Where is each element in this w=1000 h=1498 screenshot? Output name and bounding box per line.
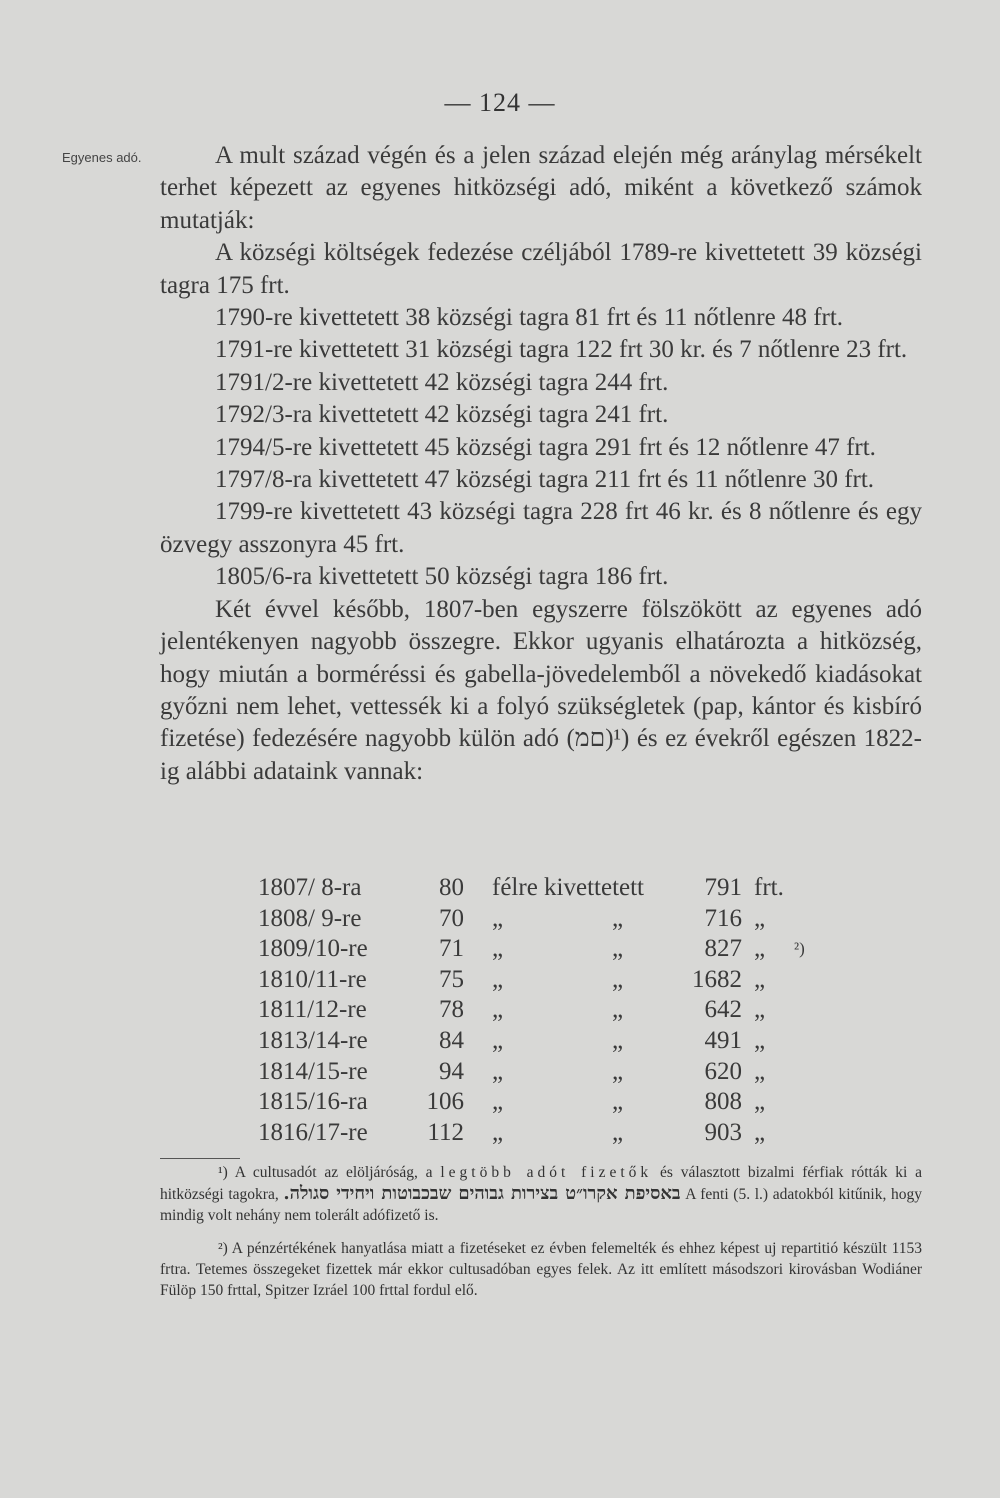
unit-cell: frt. [754, 874, 784, 901]
body-text [160, 140, 922, 788]
amount-cell: 1682 [692, 965, 742, 993]
amount-cell: 491 [704, 1026, 742, 1054]
ditto-cell: félre kivettetett [492, 874, 645, 901]
footnote-2: ²) A pénzértékének hanyatlása miatt a fizetéseket ez évben felemelték és ehhez képest uj repartitió készült 1153 frtra. Tetemes összegeket fizettek már ekkor cultusadóban egyes felek. Az itt említett másodszori kirovásban Wodiáner Fülöp 150 frttal, Spitzer Izráel 100 frttal fordul elő. [160, 1240, 922, 1299]
year-cell: 1813/14-re [258, 1026, 368, 1054]
amount-cell: 642 [704, 996, 742, 1024]
paragraph-1789: A községi költségek fedezése czéljából 1789-re kivettetett 39 községi tagra 175 frt. [160, 239, 922, 299]
unit-cell: „ [754, 1118, 766, 1146]
members-cell: 70 [439, 904, 464, 932]
paragraph-1794-5: 1794/5-re kivettetett 45 községi tagra 291 frt és 12 nőtlenre 47 frt. [215, 433, 876, 461]
footnotes [160, 1162, 922, 1301]
paragraph-1805-6: 1805/6-ra kivettetett 50 községi tagra 186 frt. [215, 563, 669, 591]
table-row [258, 873, 824, 904]
members-cell: 75 [439, 965, 464, 993]
note-cell [794, 995, 824, 1026]
page-number: — 124 — [444, 88, 556, 117]
year-cell: 1815/16-ra [258, 1088, 368, 1116]
margin-note: Egyenes adó. [62, 150, 142, 165]
unit-cell: „ [754, 935, 766, 963]
note-cell [794, 1057, 824, 1088]
unit-cell: „ [754, 904, 766, 932]
table-row [258, 904, 824, 935]
paragraph-1790: 1790-re kivettetett 38 községi tagra 81 frt és 11 nőtlenre 48 frt. [215, 304, 844, 332]
ditto-cell: „ [492, 965, 504, 993]
table-row [258, 965, 824, 996]
note-cell [794, 1026, 824, 1057]
paragraph-1799: 1799-re kivettetett 43 községi tagra 228 frt 46 kr. és 8 nőtlenre és egy özvegy asszonyra 45 frt. [160, 498, 922, 558]
note-cell [794, 904, 824, 935]
table-row [258, 1057, 824, 1088]
year-cell: 1814/15-re [258, 1057, 368, 1085]
ditto-cell: „ [612, 1088, 624, 1116]
ditto-cell: „ [612, 996, 624, 1024]
note-cell [794, 965, 824, 996]
ditto-cell: „ [492, 1057, 504, 1085]
note-cell [794, 1118, 824, 1149]
table-row [258, 995, 824, 1026]
year-cell: 1807/ 8-ra [258, 874, 362, 901]
amount-cell: 827 [704, 935, 742, 963]
members-cell: 106 [426, 1088, 464, 1116]
footnote-1-lead: ¹) A cultusadót az elöljáróság, a [218, 1164, 433, 1181]
unit-cell: „ [754, 1057, 766, 1085]
paragraph-1807: Két évvel később, 1807-ben egyszerre fölszökött az egyenes adó jelentékenyen nagyobb összegre. Ekkor ugyanis elhatározta a hitközség, hogy miután a borméréssi és gabella-jövedelemből a növekedő kiadásokat győzni nem lehet, vettessék ki a folyó szükségletek (pap, kántor és kisbíró fizetése) fedezésére nagyobb külön adó (םמ)¹) és ez évekről egészen 1822-ig alábbi adataink vannak: [160, 595, 923, 785]
ditto-cell: „ [612, 965, 624, 993]
members-cell: 78 [439, 996, 464, 1024]
members-cell: 112 [427, 1118, 464, 1146]
paragraph-1791-2: 1791/2-re kivettetett 42 községi tagra 244 frt. [215, 368, 669, 396]
members-cell: 94 [439, 1057, 464, 1085]
tax-table [258, 873, 824, 1148]
ditto-cell: „ [612, 1118, 624, 1146]
paragraph-1792-3: 1792/3-ra kivettetett 42 községi tagra 241 frt. [215, 401, 669, 429]
amount-cell: 808 [704, 1088, 742, 1116]
year-cell: 1810/11-re [258, 965, 367, 993]
ditto-cell: „ [612, 935, 624, 963]
table-row [258, 1087, 824, 1118]
ditto-cell: „ [492, 1118, 504, 1146]
footnote-1-tail: A fenti (5. l.) adatokból kitűnik, hogy mindig volt nehány nem tolerált adófizető is. [160, 1186, 922, 1224]
footnote-1-hebrew: באסיפת אקרו״ט בצירות גבוהים שבכבוטות ויחידי סגולה. [283, 1183, 681, 1204]
year-cell: 1809/10-re [258, 935, 368, 963]
paragraph-1791: 1791-re kivettetett 31 községi tagra 122 frt 30 kr. és 7 nőtlenre 23 frt. [215, 336, 908, 364]
amount-cell: 903 [704, 1118, 742, 1146]
unit-cell: „ [754, 996, 766, 1024]
footnote-1-mid: és választott bizalmi férfiak rótták ki a hitközségi tagokra, [160, 1164, 923, 1203]
ditto-cell: „ [612, 1026, 624, 1054]
unit-cell: „ [754, 965, 766, 993]
table-row [258, 1026, 824, 1057]
note-cell [794, 873, 824, 904]
members-cell: 84 [439, 1026, 464, 1054]
year-cell: 1808/ 9-re [258, 904, 362, 932]
table-row [258, 1118, 824, 1149]
ditto-cell: „ [612, 904, 624, 932]
amount-cell: 791 [704, 874, 742, 901]
amount-cell: 620 [704, 1057, 742, 1085]
paragraph-intro: A mult század végén és a jelen század elején még aránylag mérsékelt terhet képezett az egyenes hitközségi adó, miként a következő számok mutatják: [160, 142, 922, 234]
year-cell: 1811/12-re [258, 996, 367, 1024]
ditto-cell: „ [492, 1088, 504, 1116]
unit-cell: „ [754, 1088, 766, 1116]
year-cell: 1816/17-re [258, 1118, 368, 1146]
paragraph-1797-8: 1797/8-ra kivettetett 47 községi tagra 211 frt és 11 nőtlenre 30 frt. [215, 466, 875, 494]
note-cell [794, 1087, 824, 1118]
ditto-cell: „ [492, 996, 504, 1024]
ditto-cell: „ [492, 935, 504, 963]
members-cell: 71 [439, 935, 464, 963]
unit-cell: „ [754, 1026, 766, 1054]
footnote-1-spaced: legtöbb adót fizetők [440, 1164, 653, 1181]
ditto-cell: „ [492, 904, 504, 932]
note-cell: ²) [794, 939, 805, 959]
members-cell: 80 [439, 874, 464, 901]
footnote-rule [160, 1158, 240, 1159]
ditto-cell: „ [492, 1026, 504, 1054]
ditto-cell: „ [612, 1057, 624, 1085]
table-row [258, 934, 824, 965]
amount-cell: 716 [704, 904, 742, 932]
footnote-1 [160, 1162, 922, 1226]
